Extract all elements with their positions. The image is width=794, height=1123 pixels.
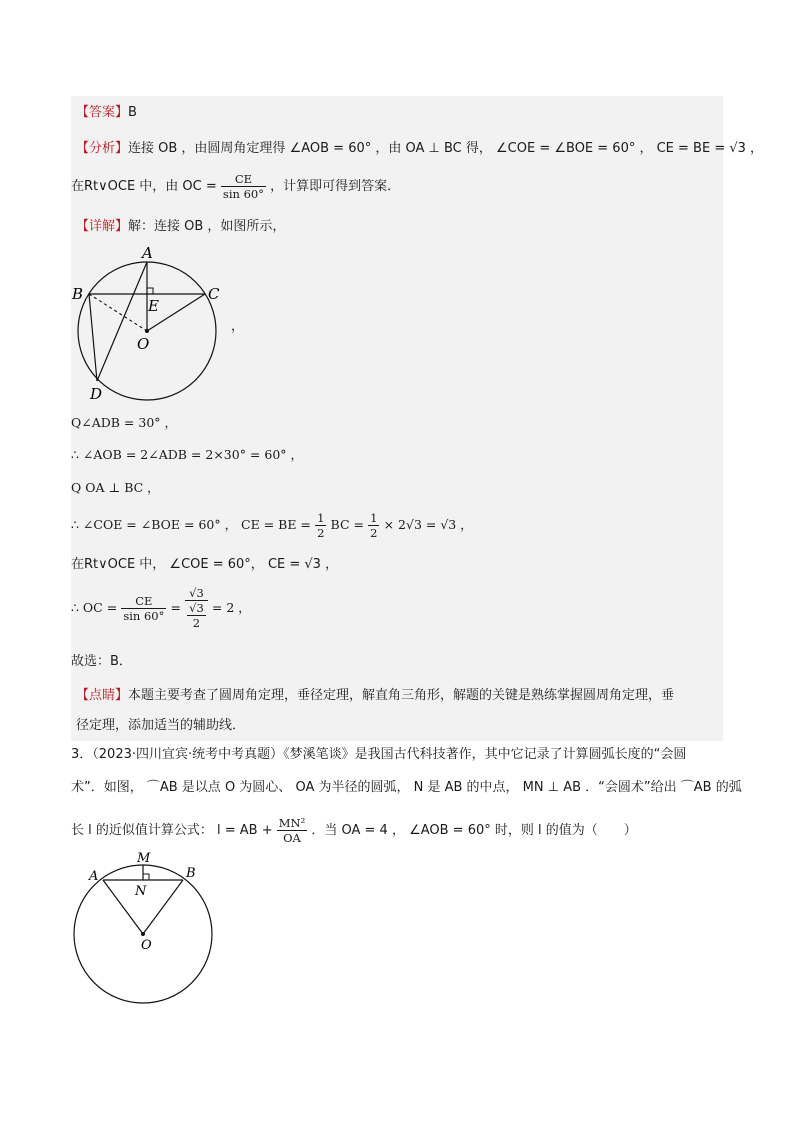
analysis-text-2-pre: 在Rt∨OCE 中，由 OC = — [71, 179, 217, 194]
detail-step-4-pre: ∴ ∠COE = ∠BOE = 60° ， CE = BE = — [71, 517, 311, 532]
question3-line-3-pre: 长 l 的近似值计算公式： l = AB + — [71, 823, 273, 838]
figure1-trailing-comma: ， — [231, 319, 245, 334]
detail-step-4-mid: BC = — [330, 517, 364, 532]
detail-step-4-post: × 2√3 = √3 ， — [383, 517, 473, 532]
figure2-radius-ob — [143, 880, 183, 934]
comment-line-1 — [76, 687, 674, 705]
detail-step-6-nested-fraction: $\frac{√3}{2}$ — [189, 601, 204, 630]
circle-figure-1 — [70, 242, 240, 407]
figure1-label-a: A — [142, 244, 153, 262]
detail-tag: 【详解】 — [76, 219, 129, 234]
figure1-segment-ad — [97, 262, 150, 381]
answer-line — [76, 104, 137, 122]
figure2-label-o: O — [141, 938, 152, 953]
figure2-label-a: A — [89, 869, 99, 884]
figure1-label-d: D — [90, 385, 103, 403]
figure1-label-e: E — [148, 297, 159, 315]
question3-line-3 — [71, 816, 637, 845]
figure2-label-b: B — [186, 866, 196, 881]
detail-step-5: 在Rt∨OCE 中， ∠COE = 60°， CE = √3 ， — [71, 557, 339, 572]
answer-tag: 【答案】 — [76, 105, 129, 120]
detail-step-6-pre: ∴ OC = — [71, 600, 118, 615]
analysis-fraction: $\frac{CE}{\sin 60^\circ}$ — [222, 172, 264, 201]
comment-line-2: 径定理，添加适当的辅助线． — [76, 718, 246, 733]
detail-step-2: ∴ ∠AOB = 2∠ADB = 2×30° = 60° ， — [71, 447, 303, 462]
detail-step-6-post: = 2 ， — [211, 600, 251, 615]
analysis-text-1: 连接 OB ，由圆周角定理得 ∠AOB = 60° ，由 OA ⊥ BC 得， ∠COE = ∠BOE = 60° ， CE = BE = √3 ， — [128, 141, 764, 156]
figure1-label-o: O — [137, 335, 150, 353]
circle-figure-2 — [66, 846, 226, 1011]
detail-step-6-fraction-2: $\frac{√3}{\frac{√3}{2}}$ — [185, 586, 208, 630]
figure1-label-b: B — [72, 285, 84, 303]
analysis-text-2-post: ，计算即可得到答案． — [270, 179, 401, 194]
analysis-line-2 — [71, 172, 400, 201]
figure2-label-n: N — [135, 884, 147, 899]
figure2-label-m: M — [137, 851, 151, 866]
analysis-tag: 【分析】 — [76, 141, 129, 156]
detail-step-4-fraction-2: $\frac{1}{2}$ — [370, 511, 378, 540]
comment-text-1: 本题主要考查了圆周角定理，垂径定理，解直角三角形，解题的关键是熟练掌握圆周角定理，垂 — [128, 688, 675, 703]
detail-step-6 — [71, 586, 251, 646]
question3-line-3-post: ．当 OA = 4 ， ∠AOB = 60° 时，则 l 的值为（ ） — [311, 823, 637, 838]
figure1-segment-bd — [89, 294, 97, 381]
question3-line-1: 3．（2023·四川宜宾·统考中考真题）《梦溪笔谈》是我国古代科技著作，其中它记录了计算圆弧长度的“会圆 — [71, 747, 687, 762]
figure1-label-c: C — [208, 285, 220, 303]
figure2-right-angle-mark — [143, 874, 149, 880]
detail-step-3: Q OA ⊥ BC ， — [71, 480, 160, 495]
detail-step-6-fraction-1: $\frac{CE}{\sin 60^\circ}$ — [123, 593, 165, 623]
detail-conclusion: 故选：B． — [71, 654, 132, 669]
figure1-dashed-ob — [89, 294, 147, 331]
detail-intro: 解：连接 OB ，如图所示， — [128, 219, 286, 234]
analysis-line-1 — [76, 140, 763, 158]
detail-step-1: Q∠ADB = 30° ， — [71, 415, 178, 430]
figure1-right-angle-mark — [147, 288, 153, 294]
comment-tag: 【点睛】 — [76, 688, 129, 703]
question3-line-2: 术”．如图， ⌒AB 是以点 O 为圆心、 OA 为半径的圆弧， N 是 AB 的中点， MN ⊥ AB ．“会圆术”给出 ⌒AB 的弧 — [71, 780, 742, 795]
figure1-center-dot — [145, 329, 149, 333]
figure2-center-dot — [141, 932, 145, 936]
detail-step-6-eq: = — [170, 600, 181, 615]
detail-step-4 — [71, 511, 473, 540]
question3-formula-fraction: $\frac{\text{MN²}}{OA}$ — [278, 816, 306, 845]
detail-step-4-fraction-1: $\frac{1}{2}$ — [317, 511, 325, 540]
detail-intro-line — [76, 218, 285, 236]
answer-value: B — [128, 105, 137, 120]
